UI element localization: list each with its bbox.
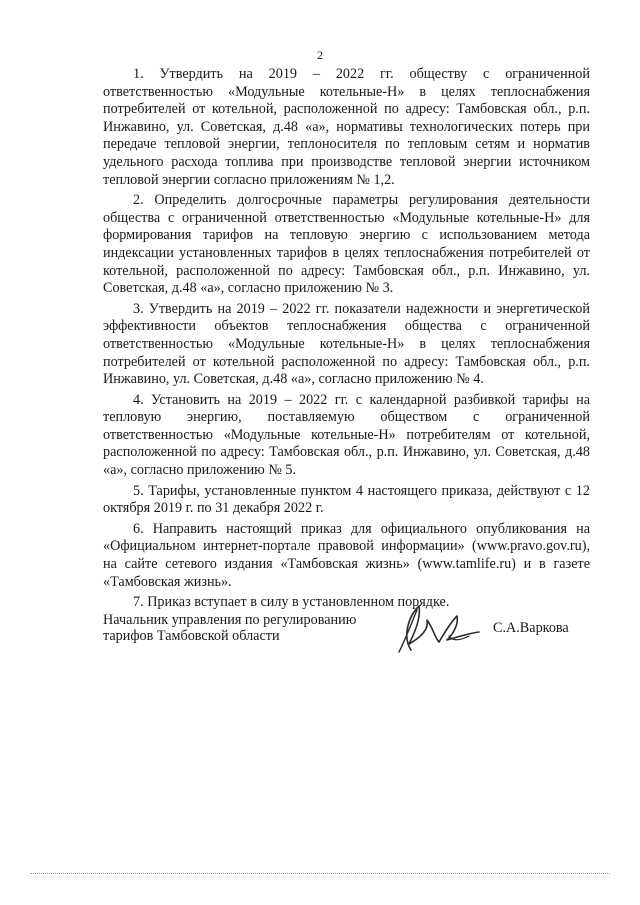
paragraph-2: 2. Определить долгосрочные параметры регулирования деятельности общества с ограниченной ответственностью «Модульные котельные-Н» для формирования тарифов на тепловую энергию с использованием метода индексации установленных тарифов в целях теплоснабжения потребителей от котельной, расположенной по адресу: Тамбовская обл., р.п. Инжавино, ул. Советская, д.48 «а», согласно приложению № 3. bbox=[103, 192, 590, 297]
signatory-name: С.А.Варкова bbox=[493, 620, 569, 636]
footer-dotted-line bbox=[30, 873, 610, 874]
paragraph-7: 7. Приказ вступает в силу в установленном порядке. bbox=[133, 594, 450, 611]
signatory-title: Начальник управления по регулированию тарифов Тамбовской области bbox=[103, 612, 357, 644]
paragraph-5: 5. Тарифы, установленные пунктом 4 настоящего приказа, действуют с 12 октября 2019 г. по 31 декабря 2022 г. bbox=[103, 482, 590, 517]
document-body bbox=[103, 66, 590, 614]
paragraph-6: 6. Направить настоящий приказ для официального опубликования на «Официальном интернет-портале правовой информации» (www.pravo.gov.ru), на сайте сетевого издания «Тамбовская жизнь» (www.tamlife.ru) и в газете «Тамбовская жизнь». bbox=[103, 520, 590, 590]
handwritten-signature bbox=[389, 598, 485, 658]
paragraph-1: 1. Утвердить на 2019 – 2022 гг. обществу с ограниченной ответственностью «Модульные котельные-Н» в целях теплоснабжения потребителей от котельной, расположенной по адресу: Тамбовская обл., р.п. Инжавино, ул. Советская, д.48 «а», нормативы технологических потерь при передаче тепловой энергии, теплоносителя по тепловым сетям и норматив удельного расхода топлива при производстве тепловой энергии источником тепловой энергии согласно приложениям № 1,2. bbox=[103, 66, 590, 188]
signature-block bbox=[103, 612, 593, 682]
page-number: 2 bbox=[317, 48, 323, 62]
paragraph-4: 4. Установить на 2019 – 2022 гг. с календарной разбивкой тарифы на тепловую энергию, поставляемую обществом с ограниченной ответственностью «Модульные котельные-Н» потребителям от котельной, расположенной по адресу: Тамбовская обл., р.п. Инжавино, ул. Советская, д.48 «а», согласно приложению № 5. bbox=[103, 391, 590, 479]
paragraph-3: 3. Утвердить на 2019 – 2022 гг. показатели надежности и энергетической эффективности объектов теплоснабжения общества с ограниченной ответственностью «Модульные котельные-Н» в целях теплоснабжения потребителей от котельной расположенной по адресу: Тамбовская обл., р.п. Инжавино, ул. Советская, д.48 «а», согласно приложению № 4. bbox=[103, 300, 590, 388]
